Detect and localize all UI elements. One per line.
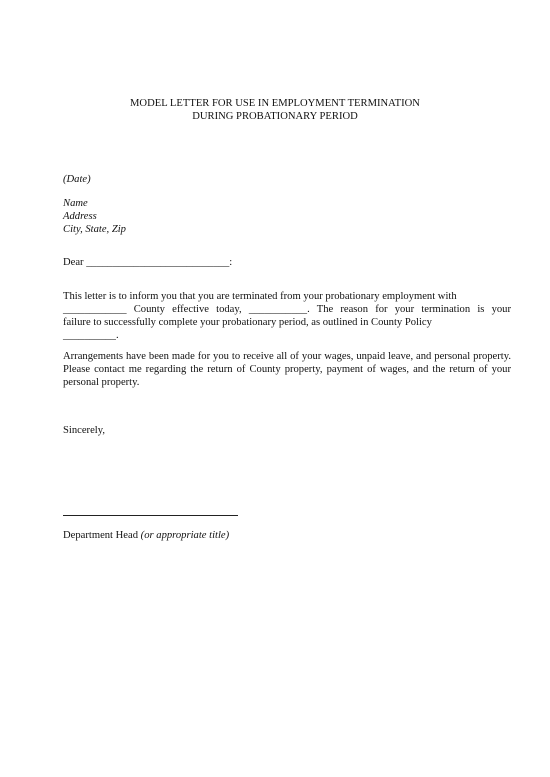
recipient-address: Address <box>63 211 97 222</box>
title-line-2: DURING PROBATIONARY PERIOD <box>192 111 358 122</box>
closing: Sincerely, <box>63 425 105 436</box>
paragraph1-line3: failure to successfully complete your probationary period, as outlined in County Policy <box>63 317 432 328</box>
date-placeholder: (Date) <box>63 174 91 185</box>
recipient-city-state-zip: City, State, Zip <box>63 224 126 235</box>
signature-line <box>63 515 238 516</box>
paragraph2-line1: Arrangements have been made for you to receive all of your wages, unpaid leave, and personal property. <box>63 351 511 362</box>
signature-title-note: (or appropriate title) <box>140 530 230 541</box>
salutation: Dear ___________________________: <box>63 257 233 268</box>
signature-title: Department Head <box>63 530 139 541</box>
signature-block <box>63 529 229 543</box>
paragraph2-line2: Please contact me regarding the return of County property, payment of wages, and the return of your <box>63 364 511 375</box>
paragraph1-line2: ____________ County effective today, ___________. The reason for your termination is your <box>63 304 511 315</box>
recipient-name: Name <box>63 198 88 209</box>
paragraph2-line3: personal property. <box>63 377 140 388</box>
title-line-1: MODEL LETTER FOR USE IN EMPLOYMENT TERMINATION <box>130 98 420 109</box>
paragraph1-line4: __________. <box>63 330 119 341</box>
paragraph1-line1: This letter is to inform you that you are terminated from your probationary employment with <box>63 291 457 302</box>
